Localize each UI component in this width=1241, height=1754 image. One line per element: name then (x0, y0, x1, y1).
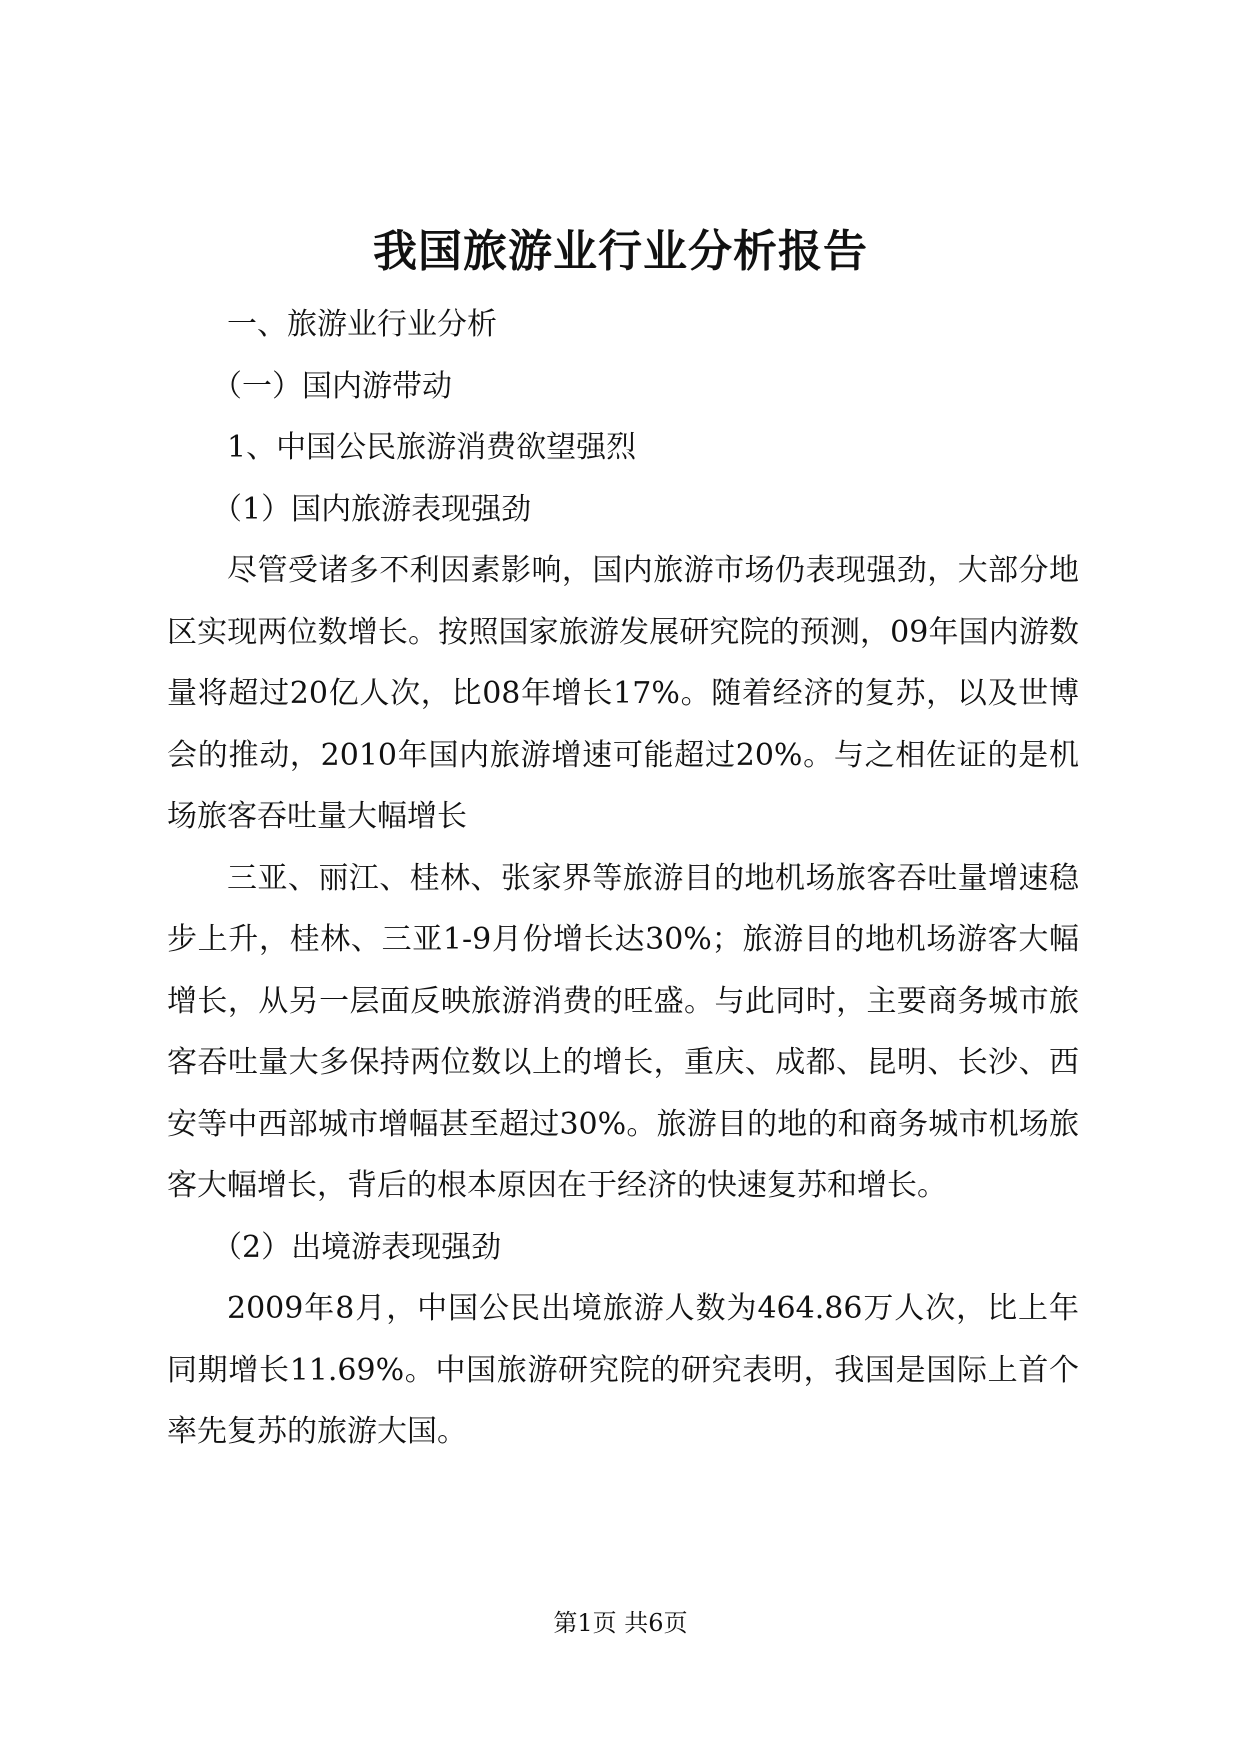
item-heading: （2）出境游表现强劲 (212, 1229, 502, 1265)
document-title: 我国旅游业行业分析报告 (373, 226, 868, 277)
subsection-heading: （一）国内游带动 (212, 368, 452, 404)
section-heading: 一、旅游业行业分析 (227, 307, 497, 342)
paragraph: 三亚、丽江、桂林、张家界等旅游目的地机场旅客吞吐量增速稳步上升，桂林、三亚1-9月份增长达30%；旅游目的地机场游客大幅增长，从另一层面反映旅游消费的旺盛。与此同时，主要商务城市旅客吞吐量大多保持两位数以上的增长，重庆、成都、昆明、长沙、西安等中西部城市增幅甚至超过30%。旅游目的地的和商务城市机场旅客大幅增长，背后的根本原因在于经济的快速复苏和增长。 (167, 860, 1079, 1203)
paragraph: 尽管受诸多不利因素影响，国内旅游市场仍表现强劲，大部分地区实现两位数增长。按照国家旅游发展研究院的预测，09年国内游数量将超过20亿人次，比08年增长17%。随着经济的复苏，以及世博会的推动，2010年国内旅游增速可能超过20%。与之相佐证的是机场旅客吞吐量大幅增长 (167, 553, 1079, 834)
sub-subsection-heading: 1、中国公民旅游消费欲望强烈 (227, 430, 637, 465)
document-body (167, 294, 1079, 1463)
paragraph: 2009年8月，中国公民出境旅游人数为464.86万人次，比上年同期增长11.69%。中国旅游研究院的研究表明，我国是国际上首个率先复苏的旅游大国。 (167, 1291, 1079, 1449)
page-number-footer: 第1页 共6页 (553, 1609, 688, 1637)
item-heading: （1）国内旅游表现强劲 (212, 491, 532, 527)
